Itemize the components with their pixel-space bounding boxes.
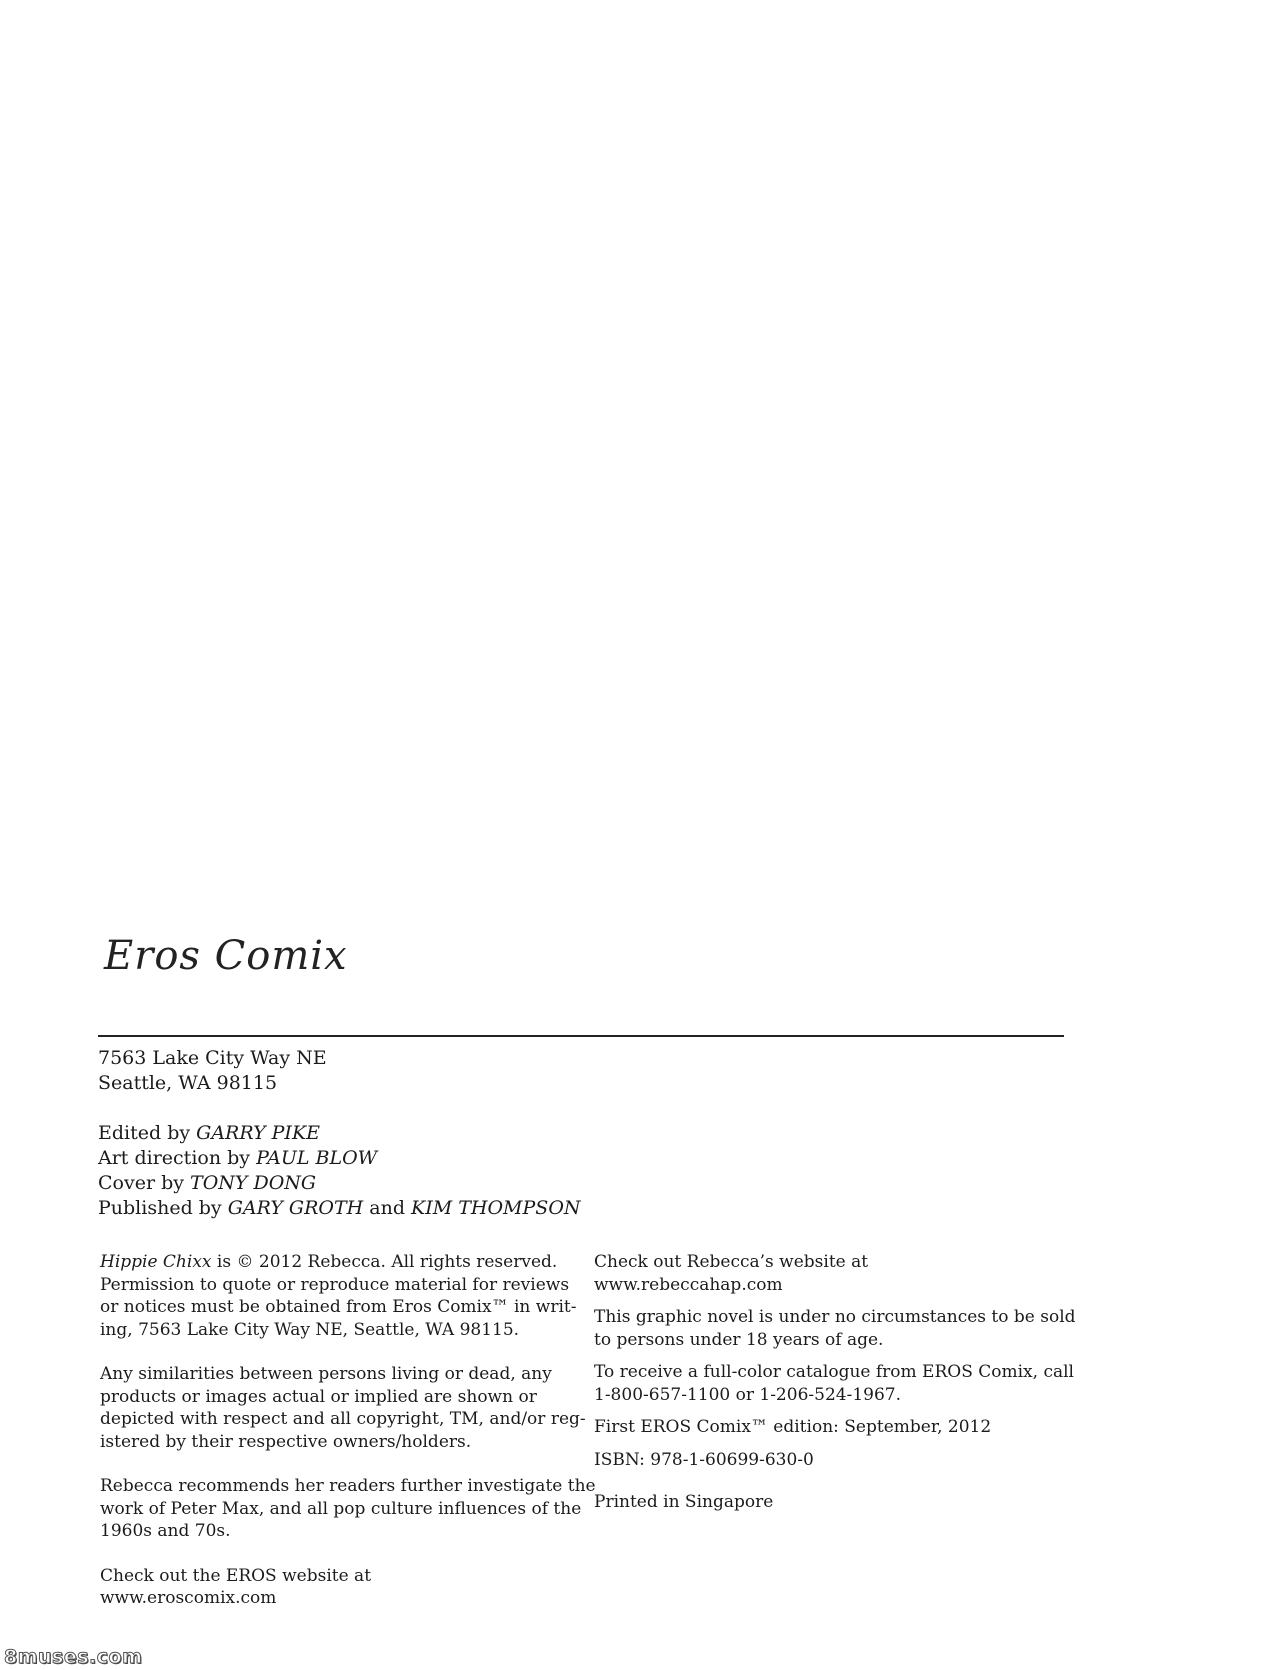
rebecca-website-url: www.rebeccahap.com bbox=[594, 1274, 783, 1295]
copyright-line: Permission to quote or reproduce material for reviews bbox=[100, 1274, 570, 1295]
eros-website-url: www.eroscomix.com bbox=[100, 1588, 277, 1608]
book-title: Hippie Chixx bbox=[100, 1252, 212, 1272]
credit-publishers-prefix: Published by bbox=[98, 1197, 228, 1219]
credit-publishers-and: and bbox=[363, 1197, 412, 1219]
age-line: to persons under 18 years of age. bbox=[594, 1329, 884, 1350]
printed-text: Printed in Singapore bbox=[594, 1492, 774, 1512]
credit-art-direction bbox=[98, 1146, 581, 1171]
copyright-line: or notices must be obtained from Eros Comix™ in writ- bbox=[100, 1297, 577, 1317]
copyright-line: ing, 7563 Lake City Way NE, Seattle, WA 98115. bbox=[100, 1319, 520, 1340]
credit-editor bbox=[98, 1121, 581, 1146]
address-line-1: 7563 Lake City Way NE bbox=[98, 1047, 327, 1069]
recommendation-note bbox=[100, 1475, 596, 1543]
recommendation-line: 1960s and 70s. bbox=[100, 1521, 231, 1541]
copyright-rest: is © 2012 Rebecca. All rights reserved. bbox=[211, 1252, 558, 1272]
credit-art-prefix: Art direction by bbox=[98, 1147, 257, 1169]
publisher-logo: Eros Comix bbox=[104, 933, 348, 979]
address-line-2: Seattle, WA 98115 bbox=[98, 1072, 278, 1094]
catalogue-line: To receive a full-color catalogue from EROS Comix, call bbox=[594, 1362, 1074, 1382]
publisher-address bbox=[98, 1046, 327, 1096]
catalogue-phone: 1-800-657-1100 or 1-206-524-1967. bbox=[594, 1384, 901, 1405]
divider-rule bbox=[98, 1035, 1064, 1037]
credit-cover-prefix: Cover by bbox=[98, 1172, 191, 1194]
right-column bbox=[594, 1251, 1074, 1524]
credit-art-name: PAUL BLOW bbox=[256, 1147, 378, 1169]
similarities-line: Any similarities between persons living or dead, any bbox=[100, 1364, 552, 1384]
credits-block bbox=[98, 1121, 581, 1221]
catalogue-note bbox=[594, 1361, 1074, 1406]
rebecca-website-note bbox=[594, 1251, 1074, 1296]
recommendation-line: Rebecca recommends her readers further investigate the bbox=[100, 1476, 596, 1496]
left-column bbox=[100, 1251, 596, 1632]
age-restriction-note bbox=[594, 1306, 1074, 1351]
edition-note bbox=[594, 1416, 1074, 1439]
credit-cover-name: TONY DONG bbox=[190, 1172, 317, 1194]
edition-text: First EROS Comix™ edition: September, 2012 bbox=[594, 1417, 992, 1437]
eros-website-note bbox=[100, 1565, 570, 1610]
site-watermark: 8muses.com bbox=[4, 1646, 143, 1668]
copyright-notice bbox=[100, 1251, 577, 1341]
credit-editor-name: GARRY PIKE bbox=[196, 1122, 321, 1144]
credit-editor-prefix: Edited by bbox=[98, 1122, 197, 1144]
similarities-line: depicted with respect and all copyright, TM, and/or reg- bbox=[100, 1409, 586, 1429]
credit-publishers bbox=[98, 1196, 581, 1221]
age-line: This graphic novel is under no circumstances to be sold bbox=[594, 1307, 1076, 1327]
isbn-text: ISBN: 978-1-60699-630-0 bbox=[594, 1449, 814, 1470]
credit-publisher-name-1: GARY GROTH bbox=[227, 1197, 364, 1219]
credit-cover bbox=[98, 1171, 581, 1196]
eros-website-line: Check out the EROS website at bbox=[100, 1565, 372, 1586]
similarities-disclaimer bbox=[100, 1363, 586, 1453]
copyright-line-0 bbox=[100, 1251, 570, 1274]
credit-publisher-name-2: KIM THOMPSON bbox=[411, 1197, 581, 1219]
rebecca-website-line: Check out Rebecca’s website at bbox=[594, 1252, 869, 1272]
printed-note bbox=[594, 1491, 1074, 1514]
isbn-note bbox=[594, 1449, 1074, 1472]
similarities-line: products or images actual or implied are shown or bbox=[100, 1386, 537, 1407]
recommendation-line: work of Peter Max, and all pop culture influences of the bbox=[100, 1498, 582, 1519]
similarities-line: istered by their respective owners/holders. bbox=[100, 1431, 472, 1452]
